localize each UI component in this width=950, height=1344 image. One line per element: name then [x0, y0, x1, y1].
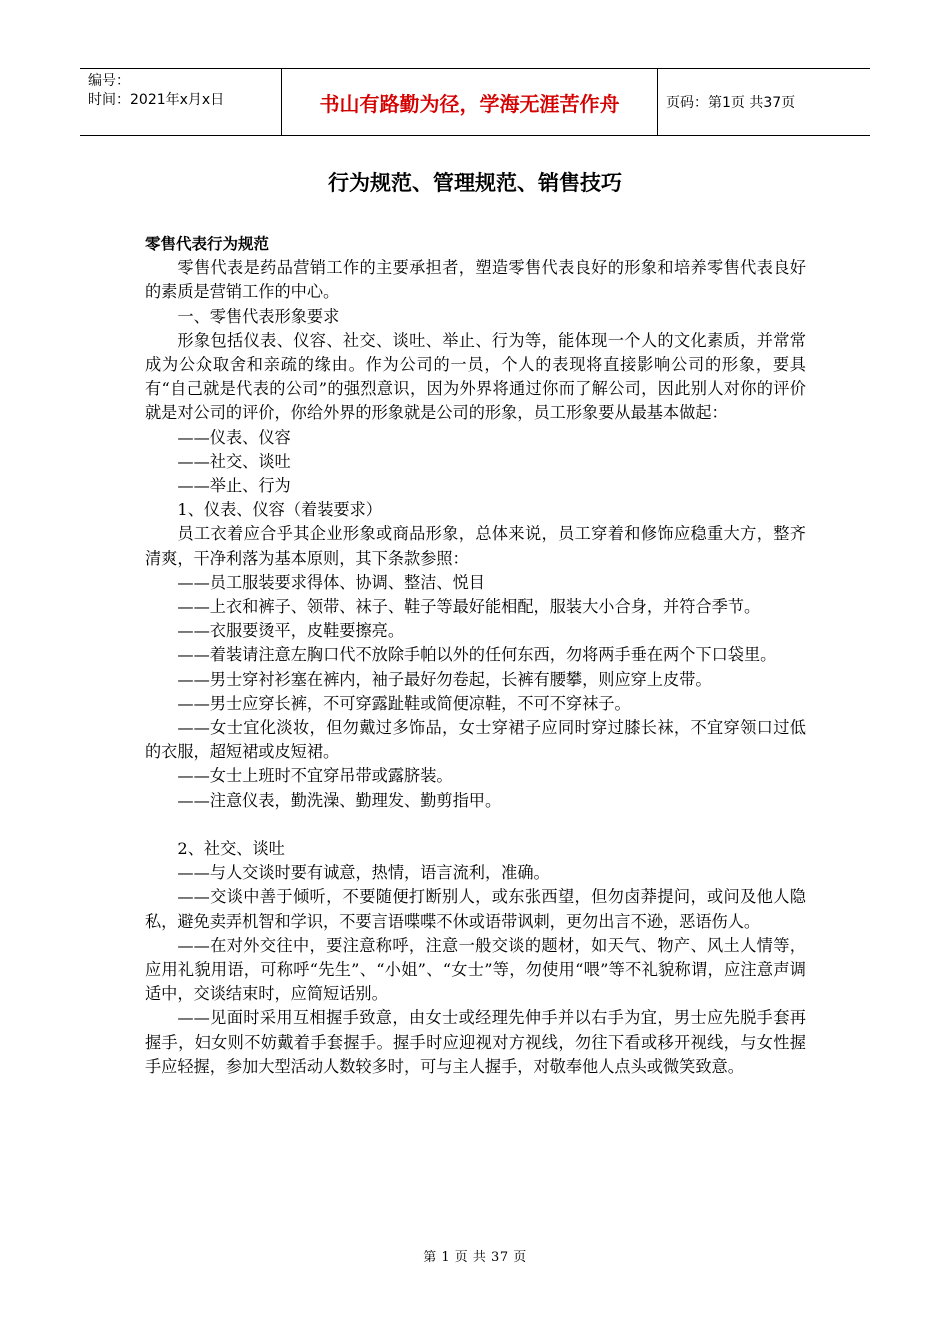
list-item: ——男士穿衬衫塞在裤内，袖子最好勿卷起，长裤有腰攀，则应穿上皮带。 [177, 669, 712, 689]
body-paragraph: 员工衣着应合乎其企业形象或商品形象，总体来说，员工穿着和修饰应稳重大方，整齐清爽，干净利落为基本原则，其下条款参照： [145, 524, 806, 568]
body-paragraph: 零售代表是药品营销工作的主要承担者，塑造零售代表良好的形象和培养零售代表良好的素质是营销工作的中心。 [145, 258, 806, 302]
subsection-heading: 1、仪表、仪容（着装要求） [177, 500, 382, 520]
header-left-cell [80, 69, 281, 135]
page-footer: 第 1 页 共 37 页 [423, 1250, 527, 1265]
body-paragraph: 形象包括仪表、仪容、社交、谈吐、举止、行为等，能体现一个人的文化素质，并常常成为公众取舍和亲疏的缘由。作为公司的一员，个人的表现将直接影响公司的形象，要具有“自己就是代表的公司”的强烈意识，因为外界将通过你而了解公司，因此别人对你的评价就是对公司的评价，你给外界的形象就是公司的形象，员工形象要从最基本做起： [145, 330, 806, 423]
document-date-label: 时间：2021年x月x日 [88, 92, 225, 108]
document-body [145, 232, 806, 1079]
list-item: ——交谈中善于倾听，不要随便打断别人，或东张西望，但勿卤莽提问，或问及他人隐私，避免卖弄机智和学识，不要言语喋喋不休或语带讽刺，更勿出言不逊，恶语伤人。 [145, 887, 806, 931]
list-item: ——见面时采用互相握手致意，由女士或经理先伸手并以右手为宜，男士应先脱手套再握手，妇女则不妨戴着手套握手。握手时应迎视对方视线，勿往下看或移开视线，与女性握手应轻握，参加大型活动人数较多时，可与主人握手，对敬奉他人点头或微笑致意。 [145, 1008, 806, 1076]
header-page-info: 页码：第1页 共37页 [666, 95, 796, 111]
document-number-label: 编号： [88, 73, 130, 89]
list-item: ——社交、谈吐 [177, 451, 291, 471]
list-item: ——在对外交往中，要注意称呼，注意一般交谈的题材，如天气、物产、风土人情等，应用礼貌用语，可称呼“先生”、“小姐”、“女士”等，勿使用“喂”等不礼貌称谓，应注意声调适中，交谈结束时，应简短话别。 [145, 935, 806, 1004]
header-motto: 书山有路勤为径，学海无涯苦作舟 [281, 69, 658, 135]
list-item: ——与人交谈时要有诚意，热情，语言流利，准确。 [177, 863, 550, 883]
subsection-heading: 一、零售代表形象要求 [177, 306, 340, 326]
list-item: ——女士宜化淡妆，但勿戴过多饰品，女士穿裙子应同时穿过膝长袜，不宜穿领口过低的衣服，超短裙或皮短裙。 [145, 718, 806, 762]
list-item: ——男士应穿长裤，不可穿露趾鞋或简便凉鞋，不可不穿袜子。 [177, 693, 631, 713]
list-item: ——举止、行为 [177, 476, 291, 496]
list-item: ——注意仪表，勤洗澡、勤理发、勤剪指甲。 [177, 790, 502, 810]
list-item: ——上衣和裤子、领带、袜子、鞋子等最好能相配，服装大小合身，并符合季节。 [177, 597, 761, 617]
list-item: ——女士上班时不宜穿吊带或露脐装。 [177, 766, 453, 786]
header-table [80, 68, 870, 136]
list-item: ——着装请注意左胸口代不放除手帕以外的任何东西，勿将两手垂在两个下口袋里。 [177, 645, 777, 665]
subsection-heading: 2、社交、谈吐 [177, 839, 285, 859]
document-title: 行为规范、管理规范、销售技巧 [328, 171, 622, 195]
list-item: ——员工服装要求得体、协调、整洁、悦目 [177, 572, 485, 592]
blank-line [145, 813, 806, 837]
section-heading: 零售代表行为规范 [145, 235, 270, 253]
list-item: ——仪表、仪容 [177, 427, 291, 447]
list-item: ——衣服要烫平，皮鞋要擦亮。 [177, 621, 405, 641]
